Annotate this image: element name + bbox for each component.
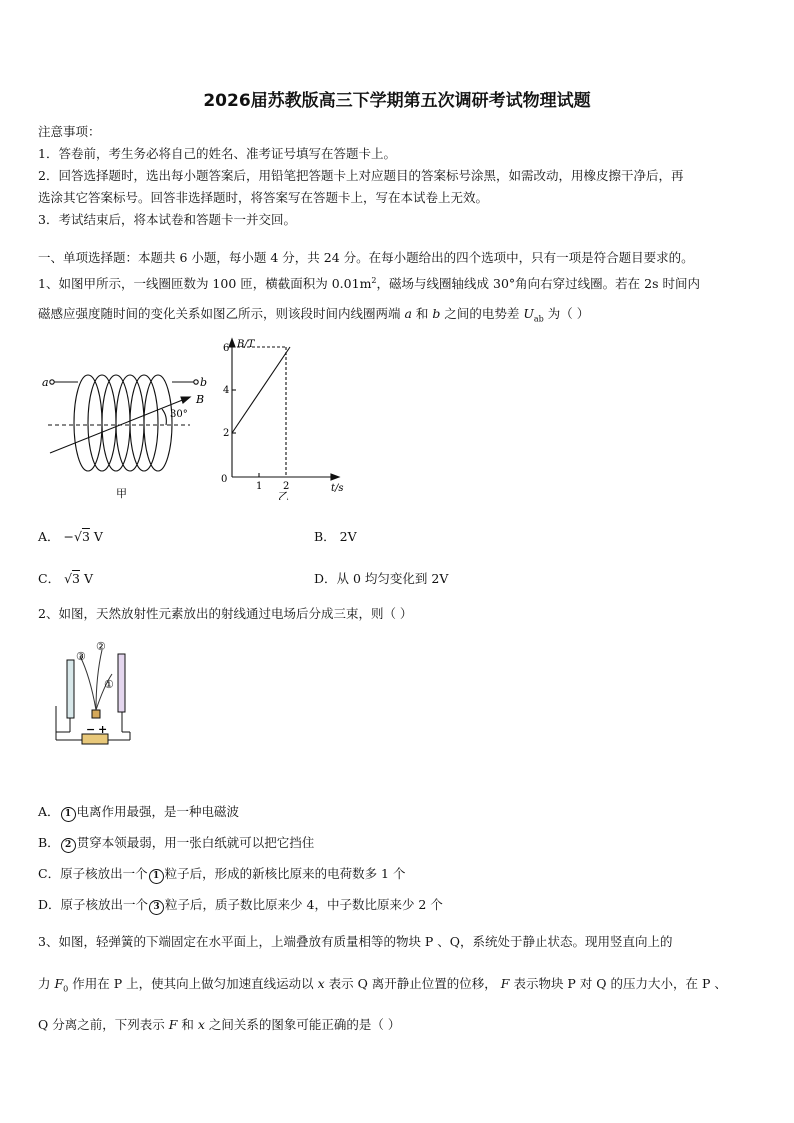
q1-option-a[interactable]	[38, 527, 103, 545]
q3-text-e: Q 分离之前，下列表示	[38, 1017, 169, 1032]
q1-option-a-sign: −	[63, 529, 74, 544]
plus-icon: +	[98, 723, 108, 736]
q1-text-f: 为（ ）	[543, 306, 590, 321]
q1-option-c-root: 3	[72, 571, 80, 586]
notice-item-2-cont: 选涂其它答案标号。回答非选择题时，将答案写在答题卡上，写在本试卷上无效。	[38, 190, 489, 205]
coil-figure	[40, 345, 220, 505]
section-heading: 一、单项选择题：本题共 6 小题，每小题 4 分，共 24 分。在每小题给出的四个选项中，只有一项是符合题目要求的。	[38, 250, 694, 265]
q1-text-b: ，磁场与线圈轴线成 30°角向右穿过线圈。若在 2s 时间内	[376, 276, 700, 291]
bt-graph	[215, 335, 355, 500]
q2-option-d[interactable]	[38, 895, 443, 915]
fig-jia-label: 甲	[116, 487, 127, 500]
q3-var-F0-sub: 0	[63, 984, 69, 994]
radiation-figure	[50, 636, 150, 746]
q1-option-a-root: 3	[81, 529, 90, 544]
circled-number-icon: 3	[149, 900, 164, 915]
minus-icon: −	[86, 723, 96, 736]
q3-var-x2: x	[197, 1017, 205, 1032]
q1-var-b: b	[432, 306, 441, 321]
notice-item-1: 1．答卷前，考生务必将自己的姓名、准考证号填写在答题卡上。	[38, 146, 396, 161]
graph-origin: 0	[221, 474, 228, 485]
q1-option-c[interactable]	[38, 569, 93, 587]
sqrt-icon: √	[74, 529, 82, 544]
graph-ylabel: B/T	[237, 339, 255, 350]
q2-option-c-label: C．原子核放出一个	[38, 866, 148, 881]
circled-number-icon: 1	[149, 869, 164, 884]
q3-stem-line2	[38, 974, 727, 994]
q1-option-c-unit: V	[83, 571, 93, 586]
q1-stem-line1	[38, 274, 700, 292]
q1-option-d[interactable]: D．从 0 均匀变化到 2V	[314, 571, 449, 586]
q2-option-a-label: A．	[38, 804, 60, 819]
q1-option-c-label: C．	[38, 571, 61, 586]
q1-text-e: 之间的电势差	[440, 306, 524, 321]
q2-option-b[interactable]	[38, 833, 314, 853]
q1-text-d: 和	[411, 306, 433, 321]
q3-text-a: 力	[38, 976, 55, 991]
q1-option-a-label: A．	[38, 529, 60, 544]
graph-ytick-6: 6	[223, 343, 230, 354]
q3-var-F: F	[500, 976, 510, 991]
q3-text-d: 表示物块 P 对 Q 的压力大小，在 P 、	[509, 976, 727, 991]
graph-xtick-1: 1	[256, 481, 263, 492]
coil-label-b: b	[200, 376, 208, 389]
q3-text-g: 之间关系的图象可能正确的是（ ）	[204, 1017, 401, 1032]
q1-var-U-sub: ab	[533, 314, 544, 324]
q2-option-a[interactable]	[38, 802, 239, 822]
q3-text-f: 和	[177, 1017, 198, 1032]
q2-option-b-text: 贯穿本领最弱，用一张白纸就可以把它挡住	[76, 835, 315, 850]
fig-yi-label: 乙	[278, 490, 289, 500]
graph-ytick-4: 4	[223, 385, 230, 396]
q1-text-a: 1、如图甲所示，一线圈匝数为 100 匝，横截面积为 0.01m	[38, 276, 372, 291]
q1-text-c: 磁感应强度随时间的变化关系如图乙所示，则该段时间内线圈两端	[38, 306, 405, 321]
page-title: 2026届苏教版高三下学期第五次调研考试物理试题	[203, 91, 591, 111]
graph-ytick-2: 2	[223, 428, 230, 439]
q3-text-c: 表示 Q 离开静止位置的位移，	[324, 976, 501, 991]
q1-var-a: a	[404, 306, 412, 321]
q1-option-b[interactable]: B． 2V	[314, 529, 357, 544]
q3-var-x: x	[317, 976, 325, 991]
q1-option-a-unit: V	[93, 529, 103, 544]
q1-stem-line2	[38, 304, 589, 324]
q2-option-d-text: 粒子后，质子数比原来少 4，中子数比原来少 2 个	[165, 897, 443, 912]
q3-text-b: 作用在 P 上，使其向上做匀加速直线运动以	[68, 976, 318, 991]
q3-var-F0: F	[54, 976, 64, 991]
q3-stem-line1: 3、如图，轻弹簧的下端固定在水平面上，上端叠放有质量相等的物块 P 、Q，系统处于静止状态。现用竖直向上的	[38, 934, 673, 949]
graph-xtick-2: 2	[283, 481, 290, 492]
q1-sup: 2	[371, 275, 377, 285]
q2-option-a-text: 电离作用最强，是一种电磁波	[76, 804, 240, 819]
q1-var-U: U	[523, 306, 534, 321]
notice-heading: 注意事项：	[38, 124, 101, 139]
coil-angle-label: 30°	[170, 409, 188, 420]
coil-label-B: B	[196, 393, 205, 406]
notice-item-2: 2．回答选择题时，选出每小题答案后，用铅笔把答题卡上对应题目的答案标号涂黑，如需改动，用橡皮擦干净后，再	[38, 168, 684, 183]
q2-option-d-label: D．原子核放出一个	[38, 897, 149, 912]
beam-1-mark: ①	[104, 678, 114, 691]
beam-2-mark: ②	[96, 640, 106, 653]
coil-label-a: a	[42, 376, 49, 389]
q2-option-c[interactable]	[38, 864, 405, 884]
graph-xlabel: t/s	[331, 483, 344, 494]
q2-option-c-text: 粒子后，形成的新核比原来的电荷数多 1 个	[164, 866, 406, 881]
beam-3-mark: ③	[76, 650, 86, 663]
q2-option-b-label: B．	[38, 835, 60, 850]
sqrt-icon: √	[64, 571, 73, 586]
circled-number-icon: 1	[61, 807, 76, 822]
q3-stem-line3	[38, 1015, 400, 1033]
notice-item-3: 3．考试结束后，将本试卷和答题卡一并交回。	[38, 212, 296, 227]
q2-stem: 2、如图，天然放射性元素放出的射线通过电场后分成三束，则（ ）	[38, 606, 413, 621]
q3-var-F2: F	[168, 1017, 178, 1032]
circled-number-icon: 2	[61, 838, 76, 853]
